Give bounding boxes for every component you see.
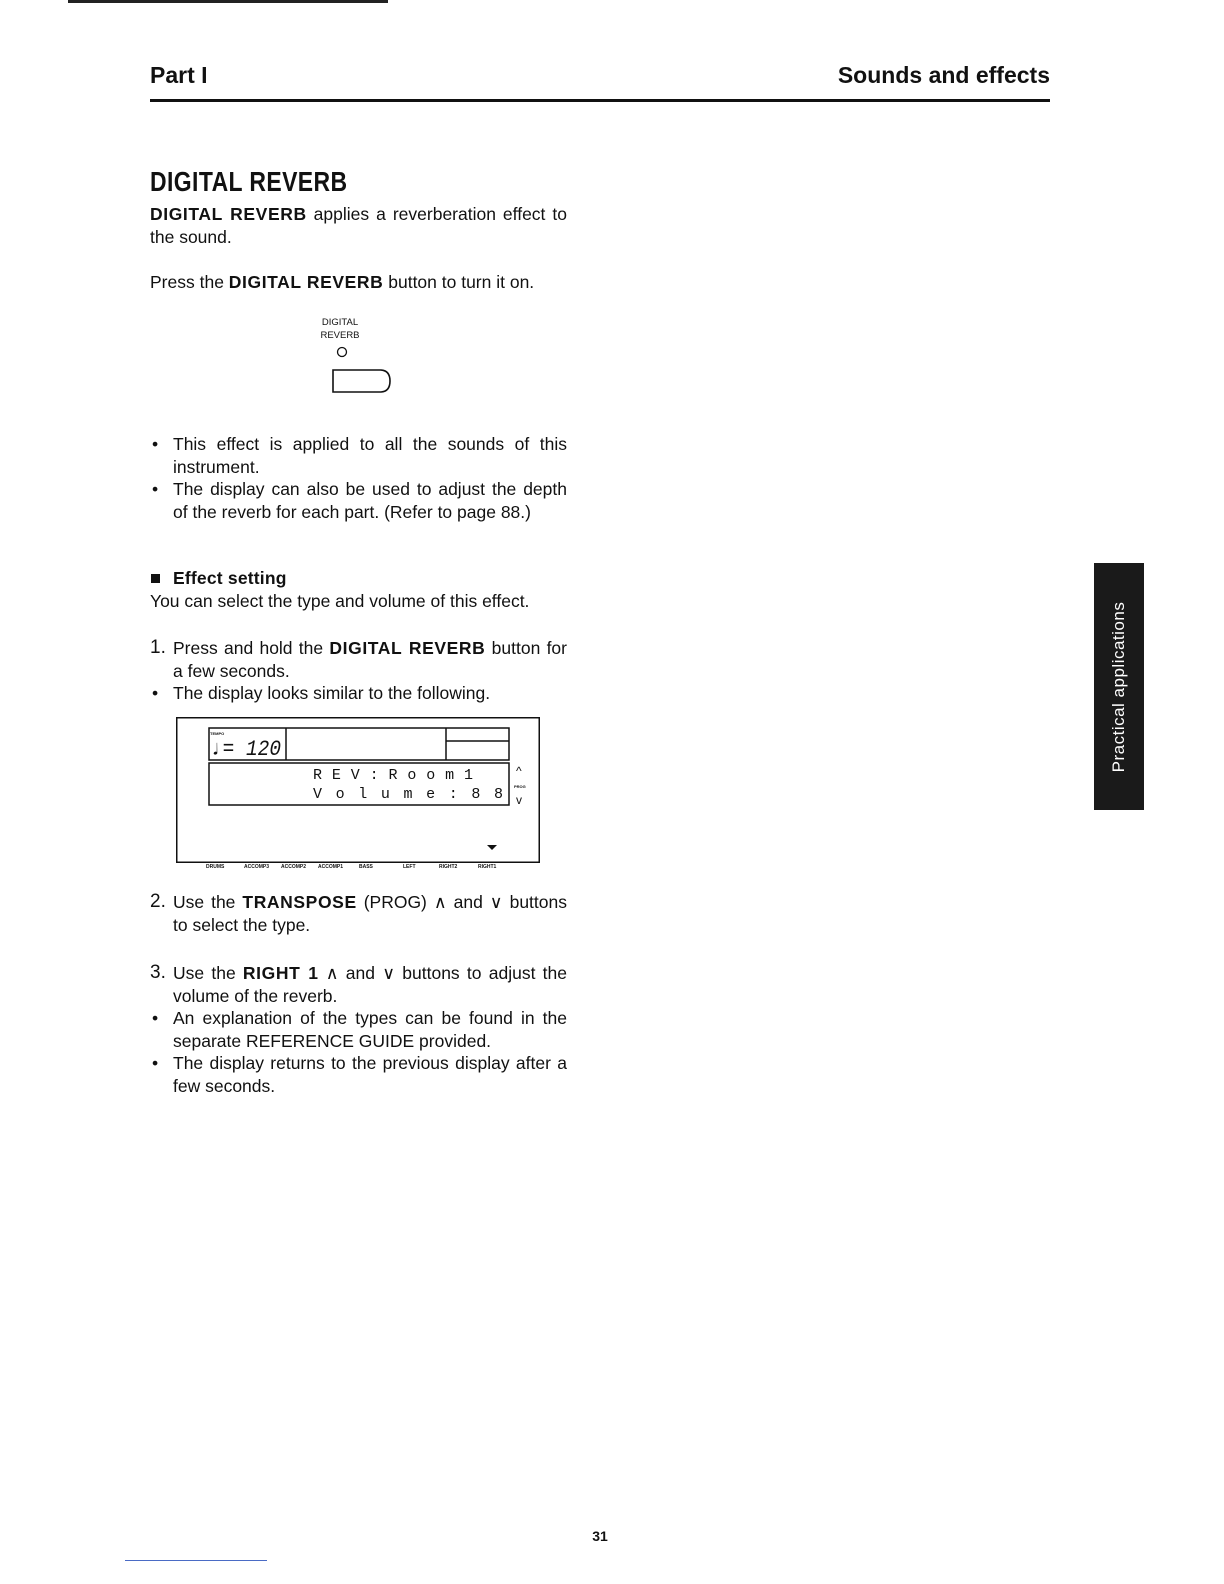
button-label [320, 316, 360, 342]
part-label: RIGHT1 [478, 864, 497, 870]
step3-bold: RIGHT 1 [242, 963, 319, 983]
side-tab [1094, 563, 1144, 810]
step3-post: ∧ and ∨ buttons to adjust the volume of the reverb. [173, 963, 567, 1006]
section-title: DIGITAL REVERB [150, 166, 348, 197]
step2-bold: TRANSPOSE [242, 892, 357, 912]
up-arrow-icon: ^ [516, 764, 522, 778]
bullet-item: • The display can also be used to adjust the depth of the reverb for each part. (Refer to page 88.) [150, 478, 567, 523]
bullet-list [150, 433, 567, 523]
led-indicator-icon [338, 348, 347, 357]
part-label: ACCOMP1 [318, 864, 344, 870]
prog-label: PROG [514, 784, 526, 789]
bottom-rule [125, 1560, 267, 1561]
part-label: LEFT [403, 864, 416, 870]
part-header: Part I [150, 62, 208, 88]
part-label: RIGHT2 [439, 864, 458, 870]
subheading-text: You can select the type and volume of this effect. [150, 590, 530, 611]
step3-bullet: • The display returns to the previous display after a few seconds. [150, 1052, 567, 1097]
top-rule [68, 0, 388, 3]
effect-setting-block [150, 567, 567, 612]
step1-pre: Press and hold the [173, 638, 330, 658]
subheading: Effect setting [173, 568, 287, 588]
intro-bold: DIGITAL REVERB [150, 204, 307, 224]
chapter-header: Sounds and effects [837, 62, 1050, 88]
step-number: 3. [150, 962, 166, 983]
press-post: button to turn it on. [383, 272, 535, 292]
page-number: 31 [592, 1528, 608, 1544]
tempo-label: TEMPO [210, 731, 225, 736]
step3-bullet: • An explanation of the types can be found in the separate REFERENCE GUIDE provided. [150, 1007, 567, 1052]
lcd-line-1: R E V : R o o m 1 [313, 767, 473, 784]
step1-post: button for a few seconds. [173, 638, 567, 681]
button-shape [333, 370, 390, 392]
bullet-item: • This effect is applied to all the sounds of this instrument. [150, 433, 567, 478]
intro-text: applies a reverberation effect to the sound. [150, 204, 567, 247]
step2-post: (PROG) ∧ and ∨ buttons to select the type. [173, 892, 567, 935]
header-rule [150, 99, 1050, 102]
side-tab-label: Practical applications [1109, 601, 1128, 772]
lcd-display-illustration [176, 717, 540, 870]
square-bullet-icon [151, 574, 160, 583]
down-arrow-icon: v [516, 793, 522, 807]
tempo-value: ♩= 120 [211, 737, 281, 762]
digital-reverb-button-icon [328, 342, 394, 398]
lcd-line-2: V o l u m e : 8 8 [313, 786, 503, 803]
step-number: 1. [150, 637, 166, 658]
part-label: BASS [359, 864, 373, 870]
button-label-line2: REVERB [320, 330, 360, 341]
step1-bullet: • The display looks similar to the following. [150, 682, 567, 705]
step-3 [150, 962, 567, 1097]
step-2 [150, 891, 567, 936]
step1-bold: DIGITAL REVERB [329, 638, 486, 658]
intro-paragraph [150, 203, 567, 248]
step-1 [150, 637, 567, 705]
press-paragraph [150, 271, 567, 294]
step-number: 2. [150, 891, 166, 912]
button-label-line1: DIGITAL [321, 317, 359, 328]
part-label: ACCOMP3 [244, 864, 270, 870]
step2-pre: Use the [173, 892, 243, 912]
part-label: DRUMS [206, 864, 225, 870]
press-bold: DIGITAL REVERB [228, 272, 384, 292]
press-pre: Press the [150, 272, 229, 292]
step3-pre: Use the [173, 963, 243, 983]
part-label: ACCOMP2 [281, 864, 307, 870]
